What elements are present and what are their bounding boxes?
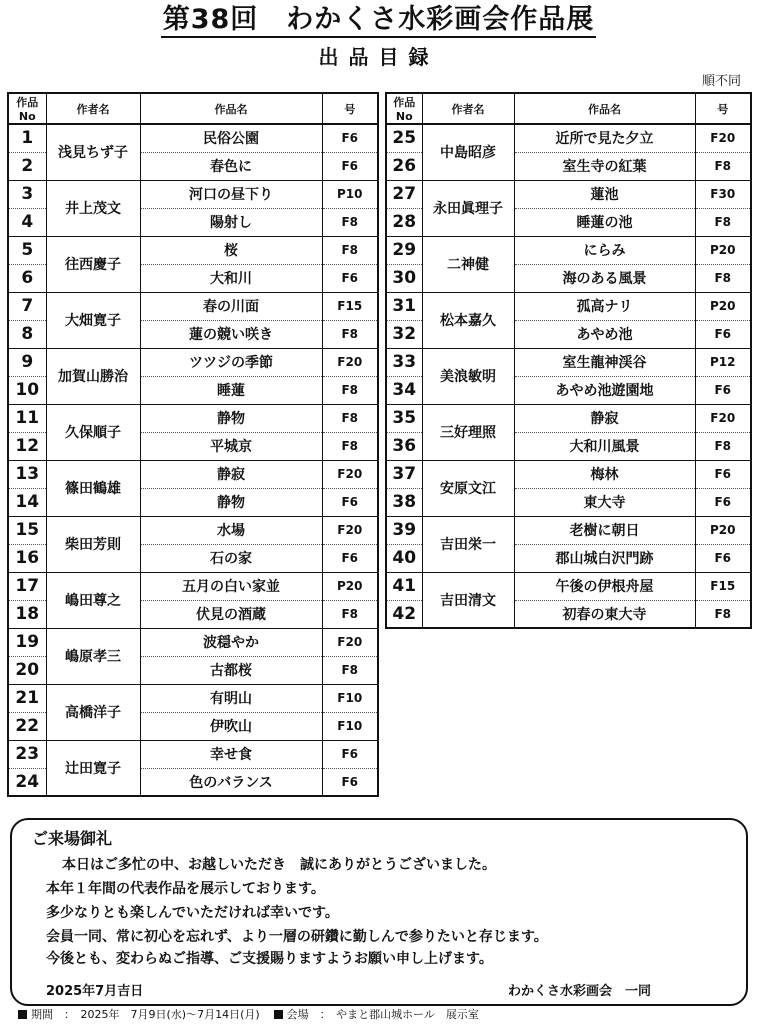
- work-title: 民俗公園: [140, 124, 322, 152]
- table-row: [8, 740, 378, 768]
- artist-name: 吉田清文: [422, 572, 514, 628]
- work-number: 14: [8, 488, 46, 516]
- title-text: 第38回 わかくさ水彩画会作品展: [161, 4, 597, 38]
- table-row: [8, 292, 378, 320]
- greeting-line: 多少なりとも楽しんでいただければ幸いです。: [46, 905, 339, 921]
- work-number: 16: [8, 544, 46, 572]
- artist-name: 三好理照: [422, 404, 514, 460]
- venue-value: やまと郡山城ホール 展示室: [336, 1008, 479, 1021]
- work-number: 34: [386, 376, 422, 404]
- greeting-line: 会員一同、常に初心を忘れず、より一層の研鑽に勤しんで参りたいと存じます。: [46, 929, 548, 945]
- artist-name: 嶋田尊之: [46, 572, 140, 628]
- work-title: 梅林: [514, 460, 695, 488]
- canvas-size: F8: [695, 600, 751, 628]
- work-title: 五月の白い家並: [140, 572, 322, 600]
- header-no: 作品No: [386, 93, 422, 124]
- table-header-row: [386, 93, 751, 124]
- canvas-size: F6: [322, 152, 378, 180]
- work-title: あやめ池遊園地: [514, 376, 695, 404]
- artist-name: 美浪敏明: [422, 348, 514, 404]
- work-number: 1: [8, 124, 46, 152]
- work-title: 色のバランス: [140, 768, 322, 796]
- work-title: 伏見の酒蔵: [140, 600, 322, 628]
- header-work: 作品名: [514, 93, 695, 124]
- catalog-table-right: [385, 92, 752, 629]
- work-title: 静物: [140, 488, 322, 516]
- greeting-line: 本年１年間の代表作品を展示しております。: [46, 881, 325, 897]
- table-row: [386, 572, 751, 600]
- canvas-size: F8: [322, 432, 378, 460]
- work-number: 22: [8, 712, 46, 740]
- work-title: 孤高ナリ: [514, 292, 695, 320]
- work-title: 室生寺の紅葉: [514, 152, 695, 180]
- canvas-size: F8: [322, 208, 378, 236]
- header-size: 号: [322, 93, 378, 124]
- artist-name: 加賀山勝治: [46, 348, 140, 404]
- work-number: 38: [386, 488, 422, 516]
- artist-name: 辻田寛子: [46, 740, 140, 796]
- table-row: [8, 572, 378, 600]
- canvas-size: F20: [695, 404, 751, 432]
- work-title: 静寂: [140, 460, 322, 488]
- work-title: にらみ: [514, 236, 695, 264]
- work-number: 32: [386, 320, 422, 348]
- canvas-size: F15: [322, 292, 378, 320]
- work-title: 大和川: [140, 264, 322, 292]
- artist-name: 井上茂文: [46, 180, 140, 236]
- work-number: 40: [386, 544, 422, 572]
- canvas-size: P12: [695, 348, 751, 376]
- work-number: 29: [386, 236, 422, 264]
- work-number: 11: [8, 404, 46, 432]
- work-title: 蓮の競い咲き: [140, 320, 322, 348]
- work-title: 静物: [140, 404, 322, 432]
- work-title: 初春の東大寺: [514, 600, 695, 628]
- work-number: 8: [8, 320, 46, 348]
- header-artist: 作者名: [422, 93, 514, 124]
- work-number: 30: [386, 264, 422, 292]
- table-row: [8, 348, 378, 376]
- work-number: 18: [8, 600, 46, 628]
- table-header-row: [8, 93, 378, 124]
- work-number: 33: [386, 348, 422, 376]
- catalog-table-left: [7, 92, 379, 797]
- header-no: 作品No: [8, 93, 46, 124]
- work-title: 静寂: [514, 404, 695, 432]
- work-number: 31: [386, 292, 422, 320]
- canvas-size: F20: [322, 516, 378, 544]
- artist-name: 吉田栄一: [422, 516, 514, 572]
- canvas-size: F8: [322, 236, 378, 264]
- work-number: 10: [8, 376, 46, 404]
- work-title: 陽射し: [140, 208, 322, 236]
- canvas-size: F8: [322, 404, 378, 432]
- artist-name: 安原文江: [422, 460, 514, 516]
- work-title: 睡蓮: [140, 376, 322, 404]
- exhibition-info: 期間 ： 2025年 7月9日(水)～7月14日(月) 会場 ： やまと郡山城ホール 展示室: [18, 1006, 479, 1022]
- work-number: 3: [8, 180, 46, 208]
- work-number: 26: [386, 152, 422, 180]
- artist-name: 往西慶子: [46, 236, 140, 292]
- canvas-size: F8: [322, 376, 378, 404]
- artist-name: 中島昭彦: [422, 124, 514, 180]
- table-row: [8, 180, 378, 208]
- canvas-size: F8: [695, 432, 751, 460]
- table-row: [386, 348, 751, 376]
- square-bullet-icon: [18, 1010, 27, 1019]
- work-title: あやめ池: [514, 320, 695, 348]
- greeting-title: ご来場御礼: [32, 829, 113, 848]
- canvas-size: F6: [695, 544, 751, 572]
- work-title: 午後の伊根舟屋: [514, 572, 695, 600]
- work-title: 近所で見た夕立: [514, 124, 695, 152]
- canvas-size: F6: [322, 124, 378, 152]
- work-title: 幸せ食: [140, 740, 322, 768]
- page-title: [0, 4, 757, 38]
- work-title: 水場: [140, 516, 322, 544]
- canvas-size: F20: [695, 124, 751, 152]
- work-number: 27: [386, 180, 422, 208]
- order-note: 順不同: [701, 74, 741, 89]
- artist-name: 高橋洋子: [46, 684, 140, 740]
- work-title: 大和川風景: [514, 432, 695, 460]
- work-number: 9: [8, 348, 46, 376]
- canvas-size: F30: [695, 180, 751, 208]
- work-number: 25: [386, 124, 422, 152]
- canvas-size: F8: [322, 600, 378, 628]
- work-title: 有明山: [140, 684, 322, 712]
- table-row: [8, 236, 378, 264]
- canvas-size: F6: [695, 376, 751, 404]
- header-work: 作品名: [140, 93, 322, 124]
- table-row: [8, 684, 378, 712]
- canvas-size: F6: [695, 320, 751, 348]
- table-row: [8, 516, 378, 544]
- table-row: [386, 180, 751, 208]
- period-value: 2025年 7月9日(水)～7月14日(月): [80, 1008, 260, 1021]
- canvas-size: P20: [695, 516, 751, 544]
- work-number: 2: [8, 152, 46, 180]
- canvas-size: F6: [322, 544, 378, 572]
- work-number: 35: [386, 404, 422, 432]
- work-number: 17: [8, 572, 46, 600]
- greeting-line: 本日はご多忙の中、お越しいただき 誠にありがとうございました。: [62, 857, 496, 873]
- work-title: 睡蓮の池: [514, 208, 695, 236]
- canvas-size: F15: [695, 572, 751, 600]
- work-number: 5: [8, 236, 46, 264]
- artist-name: 嶋原孝三: [46, 628, 140, 684]
- work-title: 海のある風景: [514, 264, 695, 292]
- work-title: 郡山城白沢門跡: [514, 544, 695, 572]
- period-label: 期間: [31, 1008, 53, 1021]
- work-title: 河口の昼下り: [140, 180, 322, 208]
- table-row: [386, 404, 751, 432]
- work-number: 15: [8, 516, 46, 544]
- canvas-size: P20: [322, 572, 378, 600]
- canvas-size: F10: [322, 684, 378, 712]
- work-number: 20: [8, 656, 46, 684]
- greeting-line: 今後とも、変わらぬご指導、ご支援賜りますようお願い申し上げます。: [46, 951, 493, 967]
- artist-name: 松本嘉久: [422, 292, 514, 348]
- canvas-size: F8: [322, 320, 378, 348]
- canvas-size: F8: [695, 264, 751, 292]
- work-title: 老樹に朝日: [514, 516, 695, 544]
- artist-name: 永田眞理子: [422, 180, 514, 236]
- thank-you-box: [10, 818, 748, 1006]
- table-row: [386, 292, 751, 320]
- canvas-size: F20: [322, 460, 378, 488]
- work-number: 23: [8, 740, 46, 768]
- page-subtitle: 出品目録: [318, 45, 439, 69]
- artist-name: 大畑寛子: [46, 292, 140, 348]
- artist-name: 二神健: [422, 236, 514, 292]
- artist-name: 久保順子: [46, 404, 140, 460]
- canvas-size: F6: [322, 768, 378, 796]
- header-size: 号: [695, 93, 751, 124]
- work-number: 39: [386, 516, 422, 544]
- canvas-size: F8: [322, 656, 378, 684]
- canvas-size: F6: [322, 488, 378, 516]
- work-number: 28: [386, 208, 422, 236]
- work-title: 春の川面: [140, 292, 322, 320]
- work-title: 石の家: [140, 544, 322, 572]
- work-title: 春色に: [140, 152, 322, 180]
- table-row: [8, 404, 378, 432]
- work-title: 波穏やか: [140, 628, 322, 656]
- canvas-size: P20: [695, 236, 751, 264]
- work-number: 12: [8, 432, 46, 460]
- square-bullet-icon: [274, 1010, 283, 1019]
- table-row: [8, 460, 378, 488]
- work-title: 蓮池: [514, 180, 695, 208]
- work-title: 桜: [140, 236, 322, 264]
- table-row: [386, 460, 751, 488]
- work-title: 伊吹山: [140, 712, 322, 740]
- canvas-size: F6: [322, 264, 378, 292]
- work-title: ツツジの季節: [140, 348, 322, 376]
- work-title: 古都桜: [140, 656, 322, 684]
- artist-name: 浅見ちず子: [46, 124, 140, 180]
- canvas-size: F20: [322, 628, 378, 656]
- venue-label: 会場: [286, 1008, 309, 1021]
- table-row: [386, 516, 751, 544]
- work-number: 6: [8, 264, 46, 292]
- work-title: 東大寺: [514, 488, 695, 516]
- work-title: 平城京: [140, 432, 322, 460]
- table-row: [386, 236, 751, 264]
- work-number: 36: [386, 432, 422, 460]
- table-row: [386, 124, 751, 152]
- canvas-size: F6: [322, 740, 378, 768]
- work-number: 7: [8, 292, 46, 320]
- table-row: [8, 628, 378, 656]
- canvas-size: F10: [322, 712, 378, 740]
- canvas-size: P10: [322, 180, 378, 208]
- canvas-size: F6: [695, 460, 751, 488]
- greeting-date: 2025年7月吉日: [46, 984, 144, 999]
- work-number: 21: [8, 684, 46, 712]
- canvas-size: F6: [695, 488, 751, 516]
- canvas-size: F8: [695, 208, 751, 236]
- work-number: 19: [8, 628, 46, 656]
- artist-name: 篠田鶴雄: [46, 460, 140, 516]
- canvas-size: P20: [695, 292, 751, 320]
- greeting-signature: わかくさ水彩画会 一同: [508, 984, 652, 999]
- work-number: 41: [386, 572, 422, 600]
- artist-name: 柴田芳則: [46, 516, 140, 572]
- work-number: 13: [8, 460, 46, 488]
- work-title: 室生龍神渓谷: [514, 348, 695, 376]
- canvas-size: F8: [695, 152, 751, 180]
- table-row: [8, 124, 378, 152]
- work-number: 42: [386, 600, 422, 628]
- header-artist: 作者名: [46, 93, 140, 124]
- work-number: 4: [8, 208, 46, 236]
- canvas-size: F20: [322, 348, 378, 376]
- work-number: 24: [8, 768, 46, 796]
- work-number: 37: [386, 460, 422, 488]
